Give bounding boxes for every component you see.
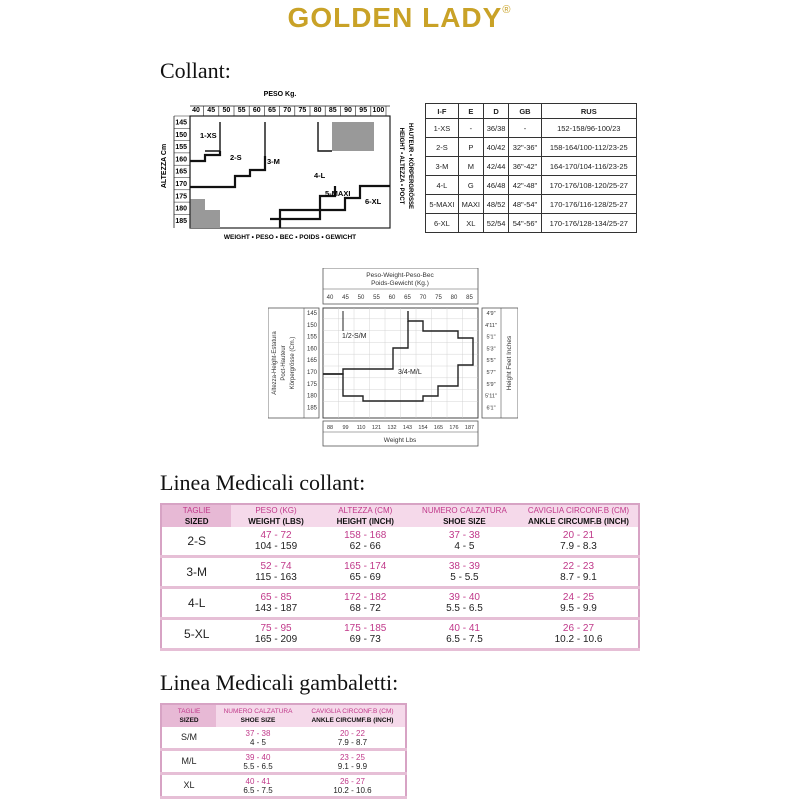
boundary-1-2 xyxy=(190,151,220,161)
table-cell: 6-XL xyxy=(426,214,459,233)
table-cell xyxy=(519,527,639,557)
table-row xyxy=(161,527,639,557)
header-top: NUMERO CALZATURA xyxy=(422,506,507,515)
table-cell: 2-S xyxy=(426,138,459,157)
zone-label: 3-M xyxy=(267,157,280,166)
table-cell xyxy=(216,750,300,774)
column-header xyxy=(161,704,216,727)
weight-kg-title-2: Poids-Gewicht (Kg.) xyxy=(371,280,429,287)
table-cell xyxy=(216,774,300,798)
left-title xyxy=(272,331,296,395)
column-header xyxy=(216,704,300,727)
header-bottom: HEIGHT (INCH) xyxy=(336,517,394,526)
table-cell: 42"-48" xyxy=(509,176,541,195)
metric-value: 52 - 74 xyxy=(260,561,292,572)
table-cell xyxy=(321,557,410,588)
zone-label: 5-MAXI xyxy=(325,189,351,198)
table-cell: 42/44 xyxy=(483,157,509,176)
kg-tick: 50 xyxy=(357,295,365,301)
header-bottom: ANKLE CIRCUMF.B (INCH) xyxy=(311,717,394,724)
lbs-tick-row xyxy=(327,425,474,431)
imperial-value: 62 - 66 xyxy=(349,541,381,552)
height-tick: 185 xyxy=(175,217,187,225)
column-header: GB xyxy=(509,104,541,119)
weight-tick: 75 xyxy=(298,107,307,114)
table-body xyxy=(426,119,637,233)
header-bottom: WEIGHT (LBS) xyxy=(248,517,304,526)
height-tick: 175 xyxy=(175,193,187,201)
header-bottom: SIZED xyxy=(179,717,199,724)
size-label: S/M xyxy=(161,727,216,750)
height-tick: 160 xyxy=(175,156,187,164)
table-cell: 5-MAXI xyxy=(426,195,459,214)
ft-tick: 5'11" xyxy=(485,393,497,400)
zone-boundary-outer xyxy=(323,311,473,401)
metric-value: 165 - 174 xyxy=(344,561,387,572)
table-cell xyxy=(321,619,410,650)
metric-value: 40 - 41 xyxy=(245,776,271,786)
column-header: RUS xyxy=(541,104,636,119)
metric-value: 39 - 40 xyxy=(245,752,271,762)
imperial-value: 4 - 5 xyxy=(454,541,475,552)
ft-tick: 5'7" xyxy=(486,370,496,376)
table-cell: 164-170/104-116/23-25 xyxy=(541,157,636,176)
imperial-value: 115 - 163 xyxy=(255,572,297,583)
section-title-collant: Collant: xyxy=(160,58,231,83)
header-top: CAVIGLIA CIRCONF.B (CM) xyxy=(311,708,394,715)
header-row xyxy=(161,504,639,527)
header-row xyxy=(161,704,406,727)
table-cell xyxy=(519,619,639,650)
imperial-value: 5 - 5.5 xyxy=(450,572,479,583)
table-row xyxy=(161,619,639,650)
cm-tick: 180 xyxy=(306,393,318,400)
height-right-label-2: HAUTEUR • KÖRPERGRÖSSE xyxy=(407,122,413,210)
table-cell: 1-XS xyxy=(426,119,459,138)
metric-value: 37 - 38 xyxy=(245,728,271,738)
table-cell: 170-176/128-134/25-27 xyxy=(541,214,636,233)
size-label: 4-L xyxy=(161,588,231,619)
medicali-gambaletti-body xyxy=(161,704,406,798)
table-cell: 152-158/96-100/23 xyxy=(541,119,636,138)
ft-tick-column xyxy=(485,311,497,411)
table-cell xyxy=(519,588,639,619)
zone-label-sm: 1/2-S/M xyxy=(342,333,367,340)
header-top: TAGLIE xyxy=(182,506,211,515)
table-cell: 40/42 xyxy=(483,138,509,157)
table-row xyxy=(426,138,637,157)
lbs-tick: 154 xyxy=(418,425,428,431)
table-cell: M xyxy=(458,157,483,176)
section-title-medicali-collant: Linea Medicali collant: xyxy=(160,470,366,495)
shaded-zone-top-right xyxy=(332,122,374,151)
metric-value: 37 - 38 xyxy=(448,530,480,541)
weight-tick: 60 xyxy=(252,107,261,114)
imperial-value: 65 - 69 xyxy=(349,572,381,583)
table-cell: 4-L xyxy=(426,176,459,195)
imperial-value: 6.5 - 7.5 xyxy=(446,634,483,645)
weight-tick: 100 xyxy=(372,107,385,114)
lbs-tick: 110 xyxy=(356,425,366,431)
column-header xyxy=(161,504,231,527)
weight-tick: 65 xyxy=(268,107,276,114)
table-cell: G xyxy=(458,176,483,195)
metric-value: 65 - 85 xyxy=(260,592,292,603)
imperial-value: 7.9 - 8.3 xyxy=(560,541,597,552)
size-label: M/L xyxy=(161,750,216,774)
imperial-value: 165 - 209 xyxy=(254,634,298,645)
table-cell xyxy=(231,527,320,557)
lbs-tick: 121 xyxy=(371,425,382,431)
table-cell xyxy=(300,774,406,798)
header-bottom: SIZED xyxy=(184,517,209,526)
cm-tick: 165 xyxy=(306,358,318,365)
metric-value: 40 - 41 xyxy=(448,623,480,634)
header-top: NUMERO CALZATURA xyxy=(223,708,293,715)
cm-tick: 170 xyxy=(306,370,318,376)
table-header-row xyxy=(426,104,637,119)
height-tick: 145 xyxy=(175,119,187,127)
weight-tick: 55 xyxy=(237,107,246,114)
header-bottom: SHOE SIZE xyxy=(443,517,486,526)
cm-tick: 175 xyxy=(306,381,318,388)
kg-tick: 45 xyxy=(342,295,349,301)
table-cell xyxy=(300,727,406,750)
column-header xyxy=(519,504,639,527)
kg-tick: 85 xyxy=(466,295,473,301)
imperial-value: 5.5 - 6.5 xyxy=(446,603,483,614)
table-cell: 3-M xyxy=(426,157,459,176)
table-cell xyxy=(410,588,519,619)
table-cell: 158-164/100-112/23-25 xyxy=(541,138,636,157)
kg-tick: 70 xyxy=(419,295,427,301)
table-row xyxy=(426,157,637,176)
table-cell: - xyxy=(509,119,541,138)
size-conversion-table xyxy=(425,103,637,233)
table-row xyxy=(426,119,637,138)
table-cell xyxy=(321,588,410,619)
metric-value: 26 - 27 xyxy=(562,623,595,634)
medicali-gambaletti-table xyxy=(160,703,407,799)
table-cell xyxy=(231,557,320,588)
metric-value: 23 - 25 xyxy=(339,752,365,762)
table-row xyxy=(161,750,406,774)
table-cell xyxy=(410,619,519,650)
imperial-value: 4 - 5 xyxy=(249,737,266,747)
imperial-value: 68 - 72 xyxy=(349,603,381,614)
size-chart-small xyxy=(268,268,518,450)
zone-label-ml: 3/4-M/L xyxy=(398,369,422,376)
height-cm-title: Körpergrösse (Cm.) xyxy=(290,336,296,390)
cm-tick: 150 xyxy=(306,322,318,329)
lbs-tick: 99 xyxy=(342,425,349,431)
table-row xyxy=(161,557,639,588)
kg-tick: 60 xyxy=(388,295,396,301)
imperial-value: 9.1 - 9.9 xyxy=(337,761,368,771)
ft-tick: 5'1" xyxy=(486,334,496,341)
size-chart-collant xyxy=(160,86,420,246)
column-header xyxy=(300,704,406,727)
metric-value: 20 - 22 xyxy=(339,728,365,738)
imperial-value: 9.5 - 9.9 xyxy=(560,603,597,614)
height-right-label-1: HEIGHT • ALTEZZA • POCT xyxy=(398,127,404,205)
table-cell xyxy=(410,557,519,588)
header-top: ALTEZZA (CM) xyxy=(338,506,393,515)
size-label: 5-XL xyxy=(161,619,231,650)
metric-value: 39 - 40 xyxy=(448,592,480,603)
table-cell: 36"-42" xyxy=(509,157,541,176)
imperial-value: 10.2 - 10.6 xyxy=(554,634,603,645)
table-cell xyxy=(410,527,519,557)
zone-label: 4-L xyxy=(314,171,326,180)
kg-tick-row xyxy=(327,295,474,301)
weight-tick: 90 xyxy=(344,107,352,114)
table-cell xyxy=(231,588,320,619)
height-tick: 170 xyxy=(175,181,187,188)
metric-value: 172 - 182 xyxy=(344,592,387,603)
metric-value: 22 - 23 xyxy=(562,561,595,572)
weight-top-label: PESO Kg. xyxy=(263,91,297,98)
table-cell: 52/54 xyxy=(483,214,509,233)
ft-tick: 5'3" xyxy=(486,346,496,353)
table-row xyxy=(161,588,639,619)
table-cell: - xyxy=(458,119,483,138)
imperial-value: 69 - 73 xyxy=(349,634,381,645)
column-header: I-F xyxy=(426,104,459,119)
zone-label: 1-XS xyxy=(200,131,217,140)
medicali-collant-table xyxy=(160,503,640,651)
imperial-value: 10.2 - 10.6 xyxy=(333,785,372,795)
header-top: CAVIGLIA CIRCONF.B (CM) xyxy=(527,506,630,515)
size-label: XL xyxy=(161,774,216,798)
column-header: E xyxy=(458,104,483,119)
weight-kg-title-1: Peso-Weight-Peso-Bec xyxy=(366,272,434,279)
table-cell xyxy=(321,527,410,557)
imperial-value: 7.9 - 8.7 xyxy=(337,737,368,747)
table-row xyxy=(426,195,637,214)
medicali-collant-body xyxy=(161,504,639,650)
table-cell xyxy=(519,557,639,588)
height-axis-label: ALTEZZA Cm xyxy=(161,143,168,189)
column-header xyxy=(321,504,410,527)
ft-tick: 5'5" xyxy=(486,358,496,365)
brand-logo xyxy=(0,2,799,34)
metric-value: 26 - 27 xyxy=(339,776,365,786)
ft-tick: 5'9" xyxy=(486,381,496,388)
column-header xyxy=(231,504,320,527)
weight-tick: 85 xyxy=(328,107,337,114)
weight-tick: 80 xyxy=(313,107,322,114)
header-bottom: ANKLE CIRCUMF.B (INCH) xyxy=(528,517,629,526)
section-title-medicali-gambaletti: Linea Medicali gambaletti: xyxy=(160,670,399,695)
column-header xyxy=(410,504,519,527)
table-cell: 32"-36" xyxy=(509,138,541,157)
table-cell: 170-176/116-128/25-27 xyxy=(541,195,636,214)
weight-tick: 40 xyxy=(192,107,200,114)
height-cm-title: Poct-Hauteur xyxy=(281,345,287,381)
table-cell: 36/38 xyxy=(483,119,509,138)
lbs-tick: 143 xyxy=(402,425,413,431)
table-row xyxy=(426,214,637,233)
table-cell xyxy=(231,619,320,650)
height-tick: 165 xyxy=(175,168,187,176)
table-row xyxy=(426,176,637,195)
header-top: PESO (KG) xyxy=(255,506,297,515)
kg-tick: 40 xyxy=(326,295,334,301)
table-cell: P xyxy=(458,138,483,157)
height-ft-title: Height Feet Inches xyxy=(506,335,513,391)
height-tick: 150 xyxy=(175,131,187,139)
ft-tick: 4'11" xyxy=(485,322,497,329)
imperial-value: 8.7 - 9.1 xyxy=(560,572,597,583)
imperial-value: 104 - 159 xyxy=(254,541,298,552)
column-header: D xyxy=(483,104,509,119)
kg-tick: 55 xyxy=(373,295,380,301)
header-top: TAGLIE xyxy=(177,708,201,715)
cm-tick: 155 xyxy=(306,334,318,341)
kg-tick: 80 xyxy=(450,295,458,301)
weight-tick: 45 xyxy=(207,107,216,114)
zone-label: 6-XL xyxy=(365,197,382,206)
imperial-value: 143 - 187 xyxy=(254,603,298,614)
lbs-tick: 176 xyxy=(449,425,459,431)
weight-lbs-title: Weight Lbs xyxy=(383,437,417,444)
metric-value: 38 - 39 xyxy=(448,561,480,572)
weight-tick: 95 xyxy=(359,107,368,114)
kg-tick: 65 xyxy=(404,295,411,301)
lbs-tick: 187 xyxy=(464,425,475,431)
lbs-tick: 132 xyxy=(387,425,397,431)
lbs-tick: 165 xyxy=(433,425,444,431)
table-cell xyxy=(216,727,300,750)
table-row xyxy=(161,774,406,798)
cm-tick: 160 xyxy=(306,346,318,353)
imperial-value: 6.5 - 7.5 xyxy=(243,785,273,795)
weight-tick: 50 xyxy=(222,107,231,114)
table-cell xyxy=(300,750,406,774)
table-cell: XL xyxy=(458,214,483,233)
shaded-zone-bottom-left xyxy=(190,199,220,228)
cm-tick: 145 xyxy=(306,311,318,317)
lbs-tick: 88 xyxy=(326,425,334,431)
metric-value: 158 - 168 xyxy=(344,530,387,541)
height-tick: 155 xyxy=(175,144,187,152)
metric-value: 20 - 21 xyxy=(562,530,595,541)
size-label: 2-S xyxy=(161,527,231,557)
size-label: 3-M xyxy=(161,557,231,588)
metric-value: 175 - 185 xyxy=(344,623,387,634)
table-cell: 48/52 xyxy=(483,195,509,214)
height-tick-column xyxy=(175,120,187,225)
ft-tick: 4'9" xyxy=(486,311,496,317)
table-cell: 48"-54" xyxy=(509,195,541,214)
zone-label: 2-S xyxy=(230,153,242,162)
table-cell: 54"-56" xyxy=(509,214,541,233)
registered-mark: ® xyxy=(502,4,512,16)
metric-value: 47 - 72 xyxy=(260,530,292,541)
cm-tick: 185 xyxy=(306,405,318,412)
height-cm-title: Altezza-Height-Estatura xyxy=(272,331,278,395)
header-bottom: SHOE SIZE xyxy=(240,717,276,724)
metric-value: 75 - 95 xyxy=(260,623,292,634)
table-row xyxy=(161,727,406,750)
table-cell: 46/48 xyxy=(483,176,509,195)
table-cell: MAXI xyxy=(458,195,483,214)
height-tick: 180 xyxy=(175,205,187,213)
ft-tick: 6'1" xyxy=(486,405,496,412)
kg-tick: 75 xyxy=(435,295,442,301)
metric-value: 24 - 25 xyxy=(562,592,595,603)
cm-tick-column xyxy=(307,311,318,411)
table-cell: 170-176/108-120/25-27 xyxy=(541,176,636,195)
weight-bottom-label: WEIGHT • PESO • BEC • POIDS • GEWICHT xyxy=(223,234,357,241)
weight-tick: 70 xyxy=(283,107,292,114)
brand-name: GOLDEN LADY xyxy=(287,2,503,33)
imperial-value: 5.5 - 6.5 xyxy=(243,761,273,771)
